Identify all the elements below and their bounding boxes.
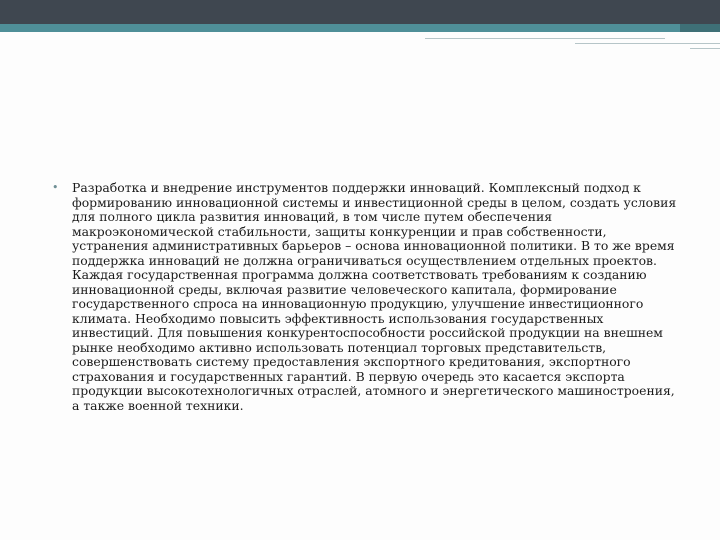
decorative-line	[425, 38, 665, 39]
accent-stripe	[0, 24, 720, 32]
decorative-line	[690, 48, 720, 49]
top-title-bar	[0, 0, 720, 24]
bullet-item	[52, 181, 678, 413]
accent-stripe-end	[680, 24, 720, 32]
decorative-line	[575, 43, 720, 44]
bullet-marker: •	[52, 181, 59, 194]
slide-body	[52, 181, 678, 413]
bullet-text: Разработка и внедрение инструментов поддержки инноваций. Комплексный подход к формированию инновационной системы и инвестиционной среды в целом, создать условия для полного цикла развития инноваций, в том числе путем обеспечения макроэкономической стабильности, защиты конкуренции и прав собственности, устранения административных барьеров – основа инновационной политики. В то же время поддержка инноваций не должна ограничиваться осуществлением отдельных проектов. Каждая государственная программа должна соответствовать требованиям к созданию инновационной среды, включая развитие человеческого капитала, формирование государственного спроса на инновационную продукцию, улучшение инвестиционного климата. Необходимо повысить эффективность использования государственных инвестиций. Для повышения конкурентоспособности российской продукции на внешнем рынке необходимо активно использовать потенциал торговых представительств, совершенствовать систему предоставления экспортного кредитования, экспортного страхования и государственных гарантий. В первую очередь это касается экспорта продукции высокотехнологичных отраслей, атомного и энергетического машиностроения, а также военной техники.	[72, 180, 677, 413]
